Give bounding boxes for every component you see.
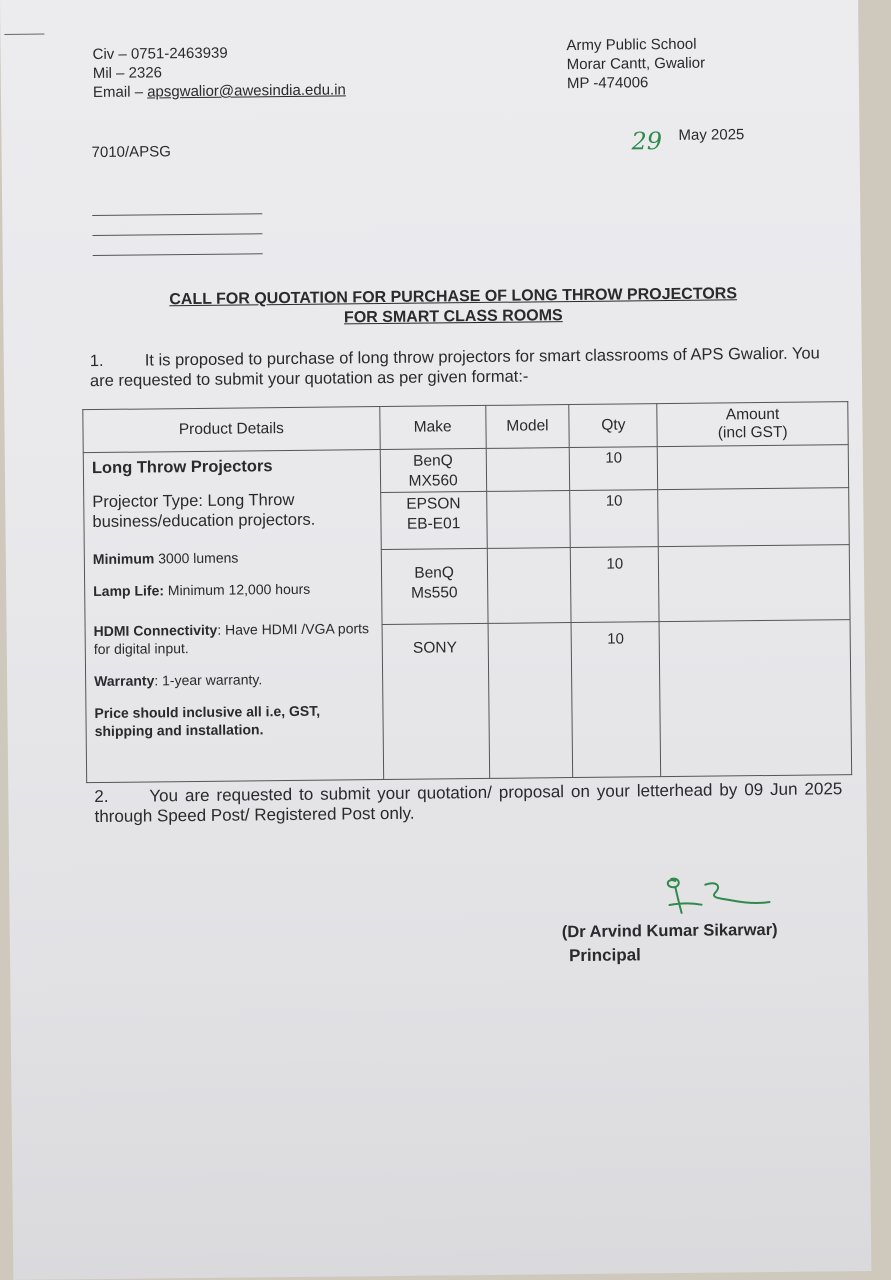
product-name: Long Throw Projectors	[91, 457, 273, 478]
header-amount-line1: Amount	[725, 405, 780, 424]
handwritten-signature	[661, 868, 782, 921]
paragraph-text: You are requested to submit your quotation/ proposal on your letterhead by 09 Jun 2025 through Speed Post/ Registered Post only.	[94, 779, 843, 827]
document-title-line1: CALL FOR QUOTATION FOR PURCHASE OF LONG THROW PROJECTORS	[169, 285, 738, 309]
email-line	[93, 80, 346, 102]
reference-number: 7010/APSG	[91, 143, 171, 162]
amount-cell	[659, 545, 850, 622]
qty-cell: 10	[571, 547, 660, 623]
margin-mark	[4, 34, 44, 35]
signatory-name: (Dr Arvind Kumar Sikarwar)	[561, 920, 778, 942]
paragraph-text: It is proposed to purchase of long throw projectors for smart classrooms of APS Gwalior. You are requested to submit your quotation as per given format:-	[89, 344, 820, 391]
signatory-designation: Principal	[568, 945, 641, 966]
product-details-cell	[83, 450, 383, 783]
model-cell	[487, 548, 572, 624]
header-amount-line2: (incl GST)	[717, 423, 788, 442]
document-title-line2: FOR SMART CLASS ROOMS	[343, 307, 563, 327]
phone-civ: Civ – 0751-2463939	[92, 44, 228, 64]
paragraph-2	[94, 779, 842, 827]
projector-type: Projector Type: Long Throw business/education projectors.	[92, 490, 316, 532]
spec-hdmi: HDMI Connectivity: Have HDMI /VGA ports for digital input.	[93, 620, 370, 658]
quotation-table	[82, 401, 852, 783]
paragraph-number: 2.	[94, 786, 109, 807]
paragraph-1	[90, 343, 820, 391]
model-cell	[486, 448, 570, 492]
paragraph-number: 1.	[89, 351, 104, 371]
handwritten-date-day: 29	[631, 127, 663, 156]
amount-cell	[657, 445, 848, 490]
spec-warranty: Warranty: 1-year warranty.	[94, 671, 263, 690]
school-name: Army Public School	[566, 35, 697, 55]
date-month-year: May 2025	[678, 126, 745, 144]
header-product-details: Product Details	[83, 407, 380, 453]
address-blank-line	[92, 213, 262, 216]
qty-cell: 10	[570, 490, 658, 548]
model-cell	[486, 491, 570, 549]
spec-lamp-life: Lamp Life: Minimum 12,000 hours	[93, 580, 311, 600]
header-model: Model	[485, 405, 569, 449]
qty-cell: 10	[571, 622, 660, 778]
header-amount	[657, 402, 848, 447]
make-cell: SONY	[382, 623, 489, 779]
amount-cell	[658, 488, 849, 547]
header-make: Make	[379, 405, 485, 449]
phone-mil: Mil – 2326	[92, 64, 163, 83]
email-address: apsgwalior@awesindia.edu.in	[147, 81, 346, 101]
price-note: Price should inclusive all i.e, GST, shipping and installation.	[94, 702, 321, 740]
address-blank-line	[93, 253, 263, 256]
make-cell: BenQ Ms550	[381, 548, 488, 624]
header-qty: Qty	[569, 404, 657, 448]
spec-lumens: Minimum 3000 lumens	[92, 549, 239, 568]
make-cell: EPSON EB-E01	[380, 491, 486, 549]
qty-cell: 10	[570, 447, 658, 491]
amount-cell	[659, 620, 851, 777]
make-cell: BenQ MX560	[380, 448, 486, 492]
school-address-line2: MP -474006	[566, 74, 649, 93]
email-label: Email –	[92, 83, 148, 102]
school-address-line1: Morar Cantt, Gwalior	[566, 54, 706, 74]
model-cell	[488, 623, 574, 779]
address-blank-line	[92, 233, 262, 236]
